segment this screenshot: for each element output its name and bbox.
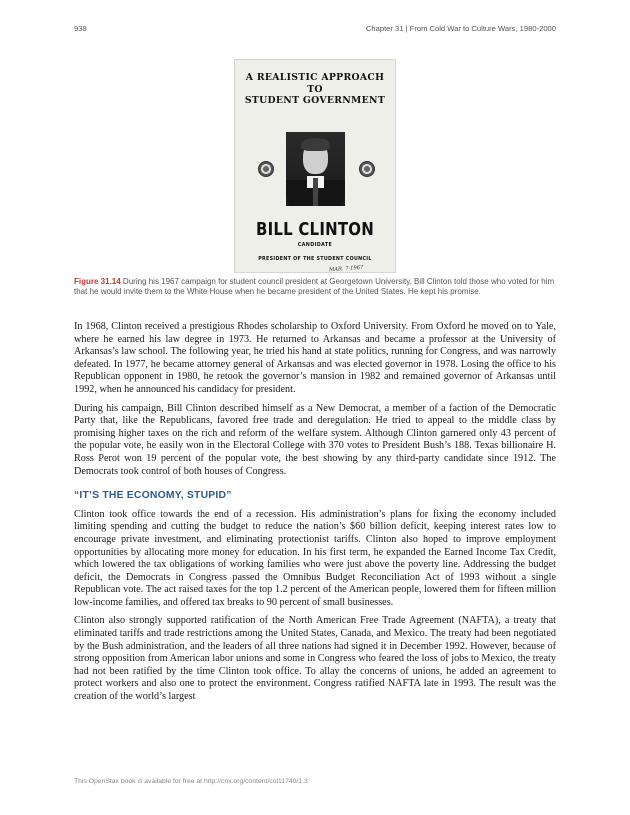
body-text [74, 321, 556, 710]
figure-label: Figure 31.14 [74, 277, 121, 286]
page-number: 938 [74, 24, 87, 33]
page-footer: This OpenStax book is available for free at http://cnx.org/content/col11740/1.3 [74, 778, 308, 785]
paragraph: Clinton also strongly supported ratification of the North American Free Trade Agreement (NAFTA), a treaty that eliminated tariffs and trade restrictions among the United States, Canada, and Mexico. The treaty had been negotiated by the Bush administration, and the leaders of all three nations had signed it in December 1992. However, because of strong opposition from American labor unions and some in Congress who feared the loss of jobs to Mexico, the treaty had not been ratified by the time Clinton took office. To allay the concerns of unions, he added an agreement to protect workers and also one to protect the environment. Congress ratified NAFTA late in 1993. The result was the creation of the world’s largest [74, 615, 556, 703]
poster-role: CANDIDATE [297, 243, 333, 248]
poster-headline-line: A REALISTIC APPROACH [245, 72, 385, 83]
seal-icon [258, 161, 274, 177]
caption-text: During his 1967 campaign for student council president at Georgetown University, Bill Clinton told those who voted for him that he would invite them to the White House when he became president of the United States. He kept his promise. [74, 277, 555, 297]
poster-signature: MAR. 7 1967 [328, 264, 364, 274]
paragraph: During his campaign, Bill Clinton described himself as a New Democrat, a member of a faction of the Democratic Party that, like the Republicans, favored free trade and deregulation. He tried to appeal to the middle class by promising higher taxes on the rich and reform of the welfare system. Although Clinton garnered only 43 percent of the popular vote, he easily won in the Electoral College with 370 votes to President Bush’s 188. Texas billionaire H. Ross Perot won 19 percent of the popular vote, the best showing by any third-party candidate since 1912. The Democrats took control of both houses of Congress. [74, 402, 556, 477]
poster-candidate-name: BILL CLINTON [256, 218, 374, 240]
candidate-portrait [286, 132, 345, 206]
paragraph: In 1968, Clinton received a prestigious Rhodes scholarship to Oxford University. From Oxford he moved on to Yale, where he earned his law degree in 1973. He returned to Arkansas and became a professor at the University of Arkansas’s law school. The following year, he tried his hand at state politics, running for Congress, and was narrowly defeated. In 1977, he became attorney general of Arkansas and was elected governor in 1978. Losing the office to his Republican opponent in 1980, he retook the governor’s mansion in 1982 and remained governor of Arkansas until 1992, when he announced his candidacy for president. [74, 321, 556, 395]
poster-headline [235, 72, 395, 107]
poster-headline-line: TO [307, 83, 323, 95]
section-heading: “IT’S THE ECONOMY, STUPID” [74, 490, 232, 502]
running-header [74, 24, 556, 36]
paragraph: Clinton took office towards the end of a recession. His administration’s plans for fixing the economy included limiting spending and cutting the budget to reduce the nation’s $60 billion deficit, keeping interest rates low to encourage private investment, and eliminating protectionist tariffs. Clinton also hoped to improve employment opportunities by allocating more money for education. In his first term, he expanded the Earned Income Tax Credit, which lowered the tax obligations of working families who were just above the poverty line. Addressing the budget deficit, the Democrats in Congress passed the Omnibus Budget Reconciliation Act of 1993 without a single Republican vote. The act raised taxes for the top 1.2 percent of the American people, lowered them for fifteen million low-income families, and offered tax breaks to 90 percent of small businesses. [74, 508, 556, 608]
seal-icon [359, 161, 375, 177]
poster-headline-line: STUDENT GOVERNMENT [244, 95, 386, 106]
chapter-title: Chapter 31 | From Cold War to Culture Wars, 1980-2000 [365, 24, 556, 33]
poster-office: PRESIDENT OF THE STUDENT COUNCIL [258, 257, 372, 262]
figure-caption [74, 277, 556, 297]
campaign-poster-image [234, 59, 396, 273]
